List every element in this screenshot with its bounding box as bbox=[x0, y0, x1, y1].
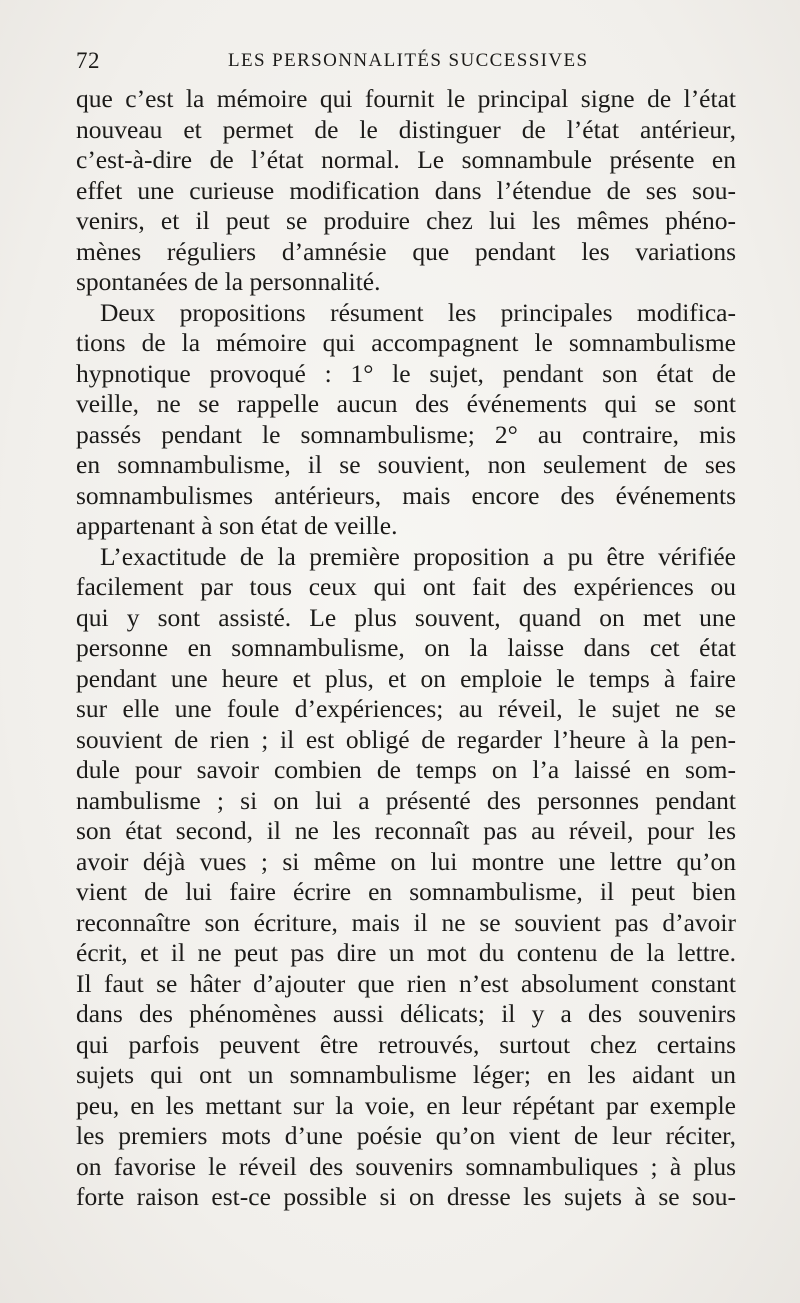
running-title: LES PERSONNALITÉS SUCCESSIVES bbox=[228, 50, 589, 71]
text-line: que c’est la mémoire qui fournit le principal signe de l’état bbox=[76, 84, 736, 113]
text-line: pendant une heure et plus, et on emploie le temps à faire bbox=[76, 663, 736, 693]
text-line: passés pendant le somnambulisme; 2° au contraire, mis bbox=[76, 419, 736, 449]
text-line: écrit, et il ne peut pas dire un mot du contenu de la lettre. bbox=[76, 938, 736, 967]
text-line: sur elle une foule d’expériences; au réveil, le sujet ne se bbox=[76, 694, 736, 723]
text-line: en somnambulisme, il se souvient, non seulement de ses bbox=[76, 450, 736, 479]
text-line: sujets qui ont un somnambulisme léger; en les aidant un bbox=[76, 1060, 736, 1089]
text-line: dule pour savoir combien de temps on l’a laissé en som- bbox=[76, 755, 736, 784]
text-line: effet une curieuse modification dans l’étendue de ses sou- bbox=[76, 175, 736, 205]
text-line: L’exactitude de la première proposition a pu être vérifiée bbox=[100, 541, 736, 571]
text-line: c’est-à-dire de l’état normal. Le somnambule présente en bbox=[76, 145, 736, 174]
text-line: spontanées de la personnalité. bbox=[76, 267, 381, 296]
text-line: souvient de rien ; il est obligé de regarder l’heure à la pen- bbox=[76, 724, 736, 754]
text-line: on favorise le réveil des souvenirs somnambuliques ; à plus bbox=[76, 1151, 736, 1181]
text-line: avoir déjà vues ; si même on lui montre une lettre qu’on bbox=[76, 846, 736, 876]
text-line: tions de la mémoire qui accompagnent le somnambulisme bbox=[76, 328, 736, 357]
text-line: forte raison est-ce possible si on dresse les sujets à se sou- bbox=[76, 1182, 736, 1211]
text-line: reconnaître son écriture, mais il ne se souvient pas d’avoir bbox=[76, 907, 736, 937]
text-line: venirs, et il peut se produire chez lui les mêmes phéno- bbox=[76, 206, 736, 235]
text-line: son état second, il ne les reconnaît pas au réveil, pour les bbox=[76, 816, 736, 845]
text-line: peu, en les mettant sur la voie, en leur répétant par exemple bbox=[76, 1090, 736, 1120]
text-line: Deux propositions résument les principales modifica- bbox=[100, 297, 736, 327]
text-line: veille, ne se rappelle aucun des événements qui se sont bbox=[76, 389, 736, 418]
text-line: vient de lui faire écrire en somnambulisme, il peut bien bbox=[76, 877, 736, 906]
body-text bbox=[76, 84, 736, 1213]
text-line: Il faut se hâter d’ajouter que rien n’est absolument constant bbox=[76, 968, 736, 998]
text-line: facilement par tous ceux qui ont fait des expériences ou bbox=[76, 572, 736, 601]
page-header bbox=[76, 44, 736, 78]
text-line: somnambulismes antérieurs, mais encore des événements bbox=[76, 480, 736, 510]
text-line: qui y sont assisté. Le plus souvent, quand on met une bbox=[76, 602, 736, 632]
text-line: dans des phénomènes aussi délicats; il y a des souvenirs bbox=[76, 999, 736, 1028]
page-number: 72 bbox=[76, 48, 100, 73]
text-line: nambulisme ; si on lui a présenté des personnes pendant bbox=[76, 785, 736, 815]
text-line: les premiers mots d’une poésie qu’on vient de leur réciter, bbox=[76, 1121, 736, 1150]
text-line: nouveau et permet de le distinguer de l’état antérieur, bbox=[76, 114, 736, 144]
text-line: personne en somnambulisme, on la laisse dans cet état bbox=[76, 633, 736, 662]
text-line: hypnotique provoqué : 1° le sujet, pendant son état de bbox=[76, 358, 736, 388]
text-line: appartenant à son état de veille. bbox=[76, 511, 398, 540]
text-line: mènes réguliers d’amnésie que pendant les variations bbox=[76, 236, 736, 266]
text-line: qui parfois peuvent être retrouvés, surtout chez certains bbox=[76, 1029, 736, 1059]
